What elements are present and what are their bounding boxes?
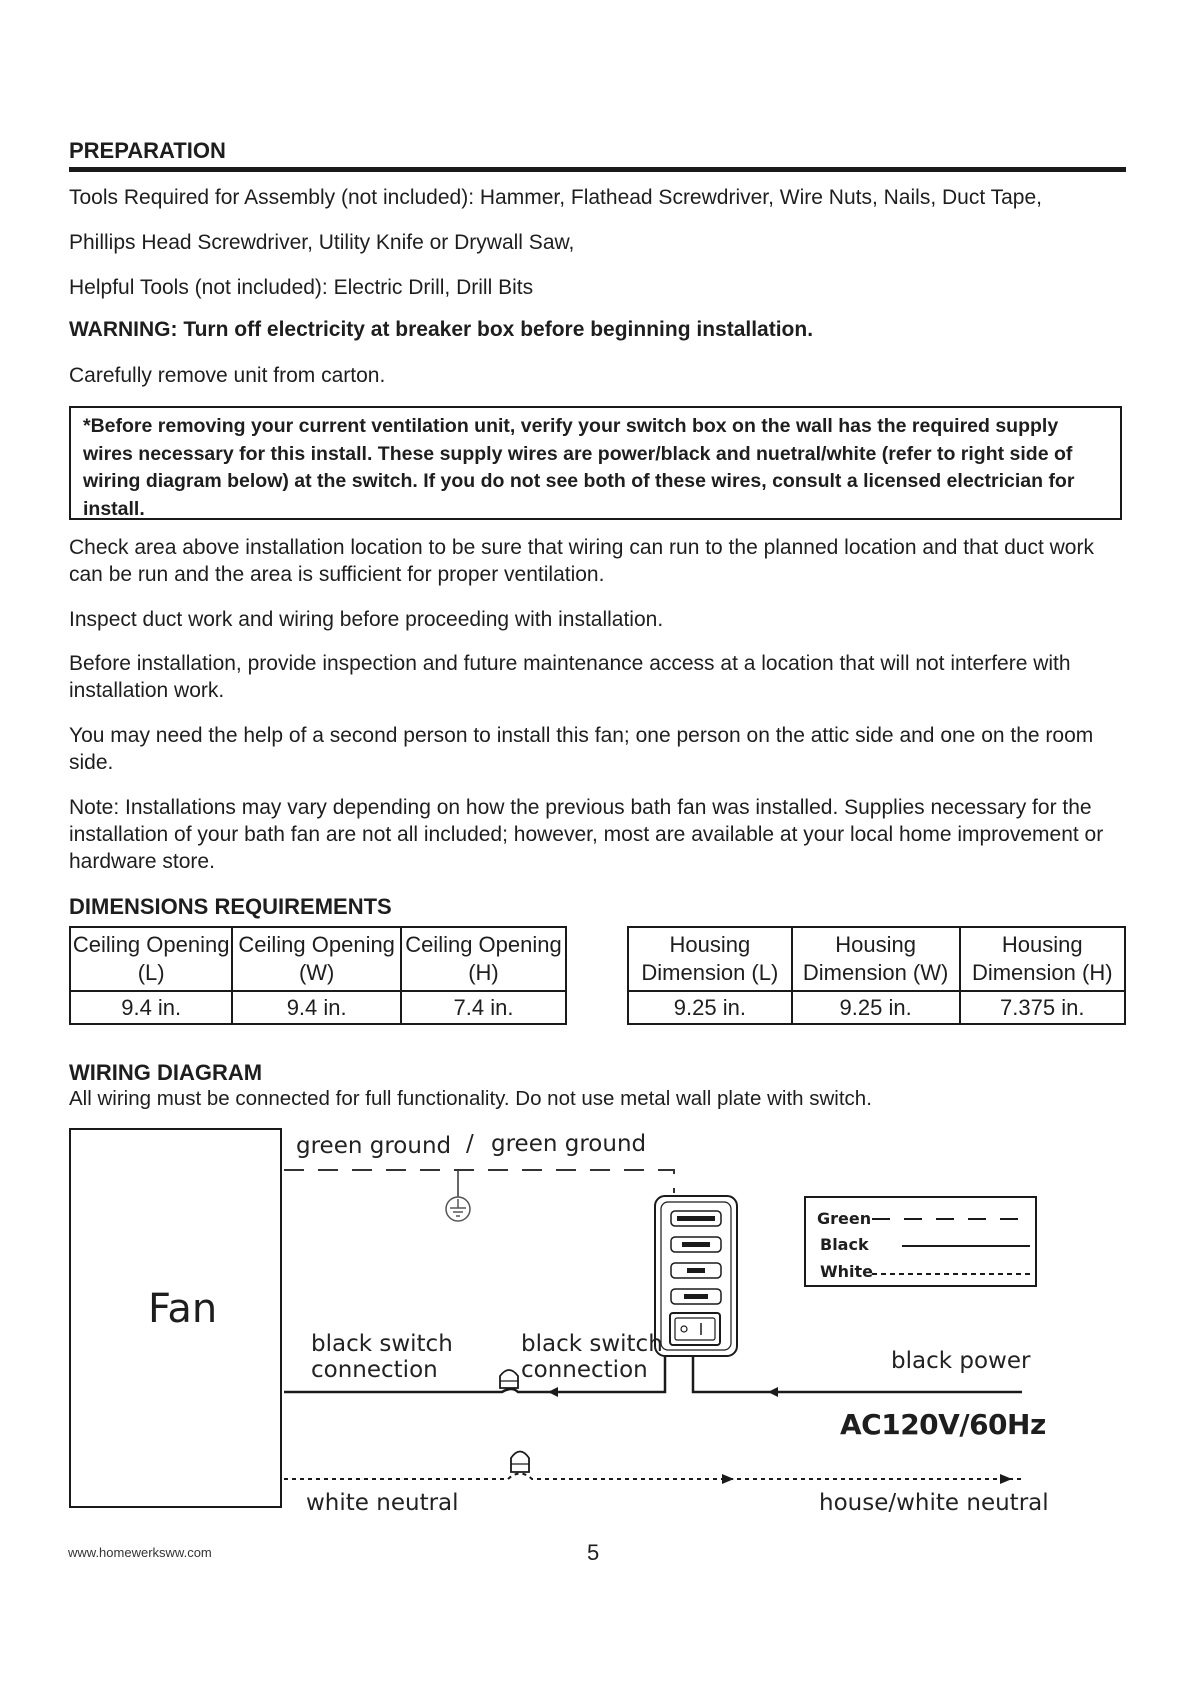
remove-unit-text: Carefully remove unit from carton.	[69, 364, 386, 387]
ceiling-value-h: 7.4 in.	[401, 991, 566, 1024]
fan-label: Fan	[148, 1286, 218, 1332]
ceiling-value-l: 9.4 in.	[70, 991, 232, 1024]
housing-header-l: Housing Dimension (L)	[628, 927, 792, 991]
wire-nut-icon	[500, 1370, 518, 1388]
tools-required-line-1: Tools Required for Assembly (not included): Hammer, Flathead Screwdriver, Wire Nuts, Nails, Duct Tape,	[69, 186, 1042, 209]
paragraph-note: Note: Installations may vary depending on how the previous bath fan was installed. Supplies necessary for the installation of your bath fan are not all included; however, most are available at your local home improvement or hardware store.	[69, 796, 1104, 873]
paragraph-check-area: Check area above installation location to be sure that wiring can run to the planned location and that duct work can be run and the area is sufficient for proper ventilation.	[69, 536, 1094, 586]
warning-text: WARNING: Turn off electricity at breaker box before beginning installation.	[69, 318, 814, 341]
white-neutral-label: white neutral	[306, 1490, 459, 1516]
housing-value-w: 9.25 in.	[792, 991, 960, 1024]
page-number: 5	[587, 1540, 600, 1565]
black-power-label: black power	[891, 1348, 1031, 1374]
housing-header-w: Housing Dimension (W)	[792, 927, 960, 991]
white-neutral-wire	[284, 1474, 1022, 1480]
wiring-diagram-heading: WIRING DIAGRAM	[69, 1060, 263, 1085]
housing-header-h: Housing Dimension (H)	[960, 927, 1125, 991]
black-switch-connection-label-fan-a: black switch	[311, 1331, 453, 1357]
black-switch-connection-label-fan-b: connection	[311, 1357, 438, 1383]
arrow-right-icon	[722, 1474, 734, 1484]
wire-legend	[804, 1196, 1037, 1287]
wiring-diagram-subtext: All wiring must be connected for full functionality. Do not use metal wall plate with switch.	[69, 1087, 872, 1110]
tools-required-line-2: Phillips Head Screwdriver, Utility Knife or Drywall Saw,	[69, 231, 575, 254]
paragraph-access: Before installation, provide inspection and future maintenance access at a location that will not interfere with installation work.	[69, 652, 1071, 702]
ceiling-header-l: Ceiling Opening (L)	[70, 927, 232, 991]
wall-switch-icon	[655, 1196, 737, 1356]
black-switch-connection-label-switch-b: connection	[521, 1357, 648, 1383]
arrow-left-icon	[548, 1387, 558, 1397]
supply-wires-note-text: *Before removing your current ventilation unit, verify your switch box on the wall has the required supply wires necessary for this install. These supply wires are power/black and nuetral/white (refer to right side of wiring diagram below) at the switch. If you do not see both of these wires, consult a licensed electrician for install.	[83, 415, 1075, 520]
dimensions-heading: DIMENSIONS REQUIREMENTS	[69, 894, 392, 919]
green-ground-slash: /	[466, 1131, 474, 1157]
ceiling-header-h: Ceiling Opening (H)	[401, 927, 566, 991]
legend-green: Green	[817, 1209, 872, 1228]
ceiling-value-w: 9.4 in.	[232, 991, 401, 1024]
ground-symbol-icon	[446, 1197, 470, 1221]
helpful-tools: Helpful Tools (not included): Electric Drill, Drill Bits	[69, 276, 534, 299]
green-ground-label-2: green ground	[491, 1131, 647, 1157]
legend-black: Black	[820, 1235, 869, 1254]
footer-website: www.homewerksww.com	[68, 1545, 212, 1560]
wire-nut-icon	[511, 1452, 529, 1473]
house-white-neutral-label: house/white neutral	[819, 1490, 1049, 1516]
preparation-heading: PREPARATION	[69, 138, 226, 163]
housing-value-h: 7.375 in.	[960, 991, 1125, 1024]
green-ground-wire	[284, 1170, 674, 1193]
ceiling-header-w: Ceiling Opening (W)	[232, 927, 401, 991]
black-switch-connection-label-switch-a: black switch	[521, 1331, 663, 1357]
paragraph-second-person: You may need the help of a second person to install this fan; one person on the attic side and one on the room side.	[69, 724, 1094, 774]
green-ground-label-1: green ground	[296, 1133, 452, 1159]
ac-rating: AC120V/60Hz	[840, 1408, 1046, 1441]
paragraph-inspect: Inspect duct work and wiring before proceeding with installation.	[69, 608, 664, 631]
arrow-right-icon	[1000, 1474, 1012, 1484]
legend-white: White	[820, 1262, 874, 1281]
arrow-left-icon	[768, 1387, 778, 1397]
housing-value-l: 9.25 in.	[628, 991, 792, 1024]
